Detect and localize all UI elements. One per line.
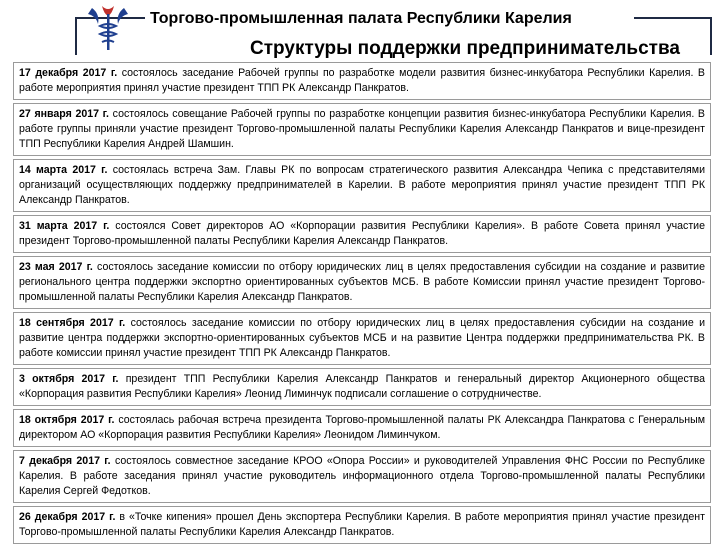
event-date: 18 сентября 2017 г. (19, 317, 126, 329)
event-text: президент ТПП Республики Карелия Александр Панкратов и генеральный директор Акционерного общества «Корпорация развития Республики Карелия» Леонид Лиминчук подписали соглашение о сотрудничестве. (19, 373, 705, 400)
event-date: 23 мая 2017 г. (19, 261, 93, 273)
event-text: состоялось заседание Рабочей группы по разработке модели развития бизнес-инкубатора Республики Карелия. В работе мероприятия принял участие президент ТПП РК Александр Панкратов. (19, 67, 705, 94)
page-title: Структуры поддержки предпринимательства (250, 38, 680, 59)
event-date: 27 января 2017 г. (19, 108, 109, 120)
event-text: состоялась встреча Зам. Главы РК по вопросам стратегического развития Александра Чепика с представителями организаций осуществляющих поддержку предпринимателей в Карелии. В работе мероприятия принял участие президент ТПП РК Александр Панкратов. (19, 164, 705, 206)
event-entry (13, 103, 711, 156)
event-date: 18 октября 2017 г. (19, 414, 115, 426)
event-entry (13, 312, 711, 365)
event-entry (13, 506, 711, 544)
event-text: состоялось заседание комиссии по отбору юридических лиц в целях предоставления субсидии на создание и развитие регионального центра поддержки экспортно ориентированных субъектов МСБ. В работе Комиссии принял участие президент Торгово-промышленной палаты Республики Карелия Александр Панкратов. (19, 261, 705, 303)
event-text: состоялось заседание комиссии по отбору юридических лиц в целях предоставления субсидии на создание и развитие центра поддержки экспортно-ориентированных субъектов МСБ и на развитие Центра поддержки предпринимательства РК. В работе комиссии принял участие президент ТПП РК Александр Панкратов. (19, 317, 705, 359)
event-date: 14 марта 2017 г. (19, 164, 108, 176)
header-rule-right (634, 17, 712, 19)
organization-title: Торгово-промышленная палата Республики Карелия (150, 10, 572, 27)
header-rule-right-vertical (710, 17, 712, 55)
event-text: состоялся Совет директоров АО «Корпорации развития Республики Карелия». В работе Совета принял участие президент Торгово-промышленной палаты Республики Карелия Александр Панкратов. (19, 220, 705, 247)
event-entry (13, 62, 711, 100)
chamber-emblem-icon (86, 4, 130, 52)
header-rule-left-vertical (75, 17, 77, 55)
event-text: состоялось совместное заседание КРОО «Опора России» и руководителей Управления ФНС России по Республике Карелия. В работе заседания принял участие руководитель информационного отдела Торгово-промышленной палаты Республики Карелия Сергей Федотков. (19, 455, 705, 497)
event-text: состоялась рабочая встреча президента Торгово-промышленной палаты РК Александра Панкратова с Генеральным директором АО «Корпорация развития Республики Карелия» Леонидом Лиминчуком. (19, 414, 705, 441)
event-entry (13, 368, 711, 406)
event-date: 17 декабря 2017 г. (19, 67, 118, 79)
event-date: 31 марта 2017 г. (19, 220, 110, 232)
event-text: состоялось совещание Рабочей группы по разработке концепции развития бизнес-инкубатора Республики Карелия. В работе группы приняли участие президент Торгово-промышленной палаты Республики Карелия Александр Панкратов и вице-президент ТПП Республики Карелия Андрей Шамшин. (19, 108, 705, 150)
event-entry (13, 256, 711, 309)
event-entry (13, 409, 711, 447)
event-date: 26 декабря 2017 г. (19, 511, 116, 523)
event-date: 3 октября 2017 г. (19, 373, 119, 385)
event-list (13, 62, 711, 547)
event-text: в «Точке кипения» прошел День экспортера Республики Карелия. В работе мероприятия принял участие президент Торгово-промышленной палаты Республики Карелия Александр Панкратов. (19, 511, 705, 538)
event-entry (13, 215, 711, 253)
event-date: 7 декабря 2017 г. (19, 455, 111, 467)
event-entry (13, 159, 711, 212)
event-entry (13, 450, 711, 503)
